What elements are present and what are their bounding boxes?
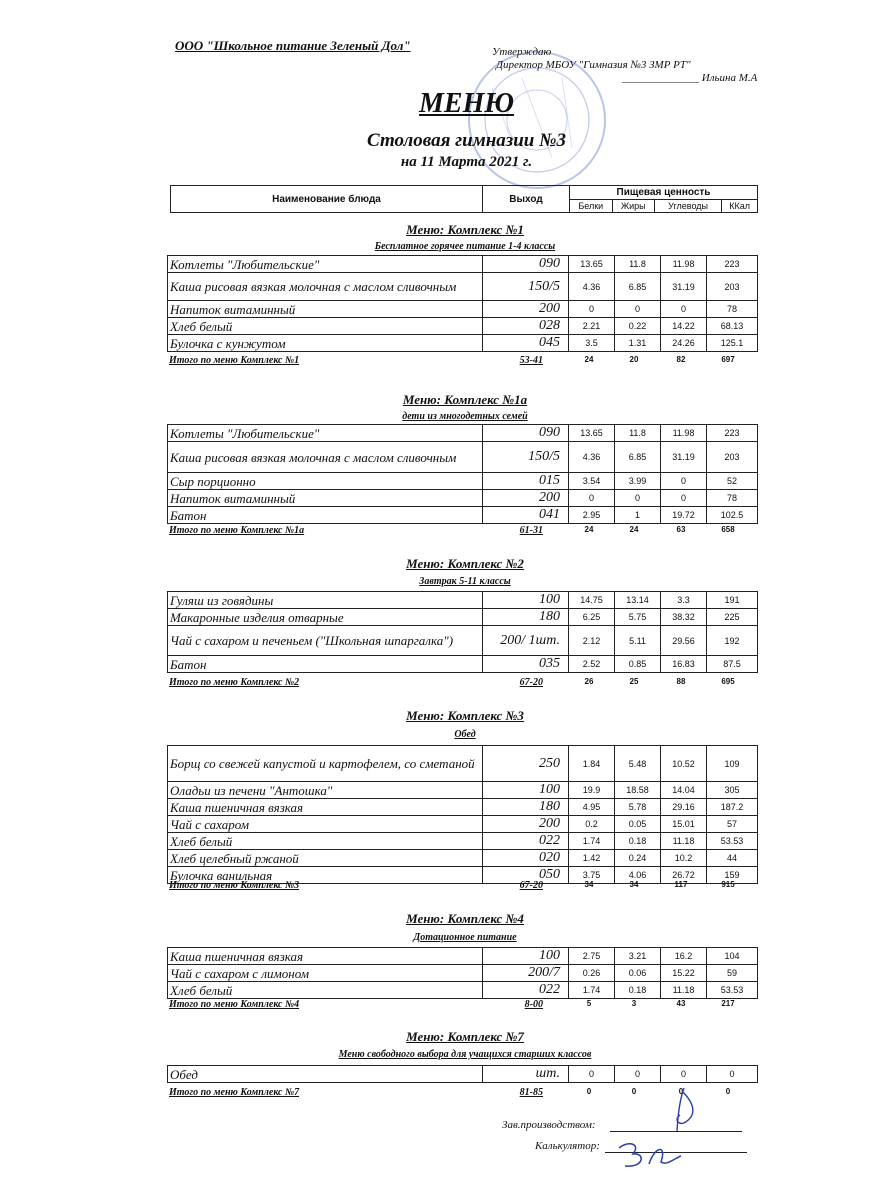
table-row (168, 473, 758, 490)
dish-output: 020 (483, 850, 569, 867)
proteins-value: 14.75 (569, 592, 615, 609)
proteins-value: 1.74 (569, 833, 615, 850)
fats-value: 5.78 (615, 799, 661, 816)
kcal-value: 191 (707, 592, 758, 609)
kcal-value: 87.5 (707, 656, 758, 673)
section-table (167, 947, 758, 999)
kcal-value: 0 (707, 1066, 758, 1083)
page-subtitle: Столовая гимназии №3 (367, 130, 566, 151)
dish-name: Булочка ванильная (168, 867, 483, 884)
dish-output: 150/5 (483, 273, 569, 301)
fats-value: 6.85 (615, 442, 661, 473)
total-kcal: 658 (721, 525, 735, 534)
carbs-value: 3.3 (661, 592, 707, 609)
dish-output: 100 (483, 782, 569, 799)
total-carbs: 0 (678, 1087, 684, 1096)
dish-name: Обед (168, 1066, 483, 1083)
fats-value: 0.06 (615, 965, 661, 982)
dish-output: 200 (483, 816, 569, 833)
carbs-value: 0 (661, 490, 707, 507)
total-proteins: 0 (586, 1087, 592, 1096)
section-subtitle: Меню свободного выбора для учащихся старших классов (338, 1049, 592, 1060)
dish-output: 100 (483, 948, 569, 965)
section-total (167, 677, 757, 690)
fats-value: 3.21 (615, 948, 661, 965)
header-output: Выход (483, 186, 570, 213)
total-carbs: 43 (676, 999, 686, 1008)
dish-output: 015 (483, 473, 569, 490)
dish-name: Напиток витаминный (168, 301, 483, 318)
proteins-value: 0 (569, 1066, 615, 1083)
carbs-value: 16.83 (661, 656, 707, 673)
section-table (167, 745, 758, 884)
fats-value: 0.18 (615, 982, 661, 999)
proteins-value: 19.9 (569, 782, 615, 799)
signature-calculator-label: Калькулятор: (535, 1140, 600, 1152)
header-carbs: Углеводы (654, 200, 721, 213)
dish-output: шт. (483, 1066, 569, 1083)
dish-name: Котлеты "Любительские" (168, 256, 483, 273)
section-subtitle: Завтрак 5-11 классы (419, 576, 511, 587)
dish-output: 035 (483, 656, 569, 673)
carbs-value: 10.52 (661, 746, 707, 782)
fats-value: 0.18 (615, 833, 661, 850)
table-row (168, 335, 758, 352)
kcal-value: 104 (707, 948, 758, 965)
carbs-value: 0 (661, 301, 707, 318)
kcal-value: 203 (707, 273, 758, 301)
kcal-value: 44 (707, 850, 758, 867)
section-total (167, 880, 757, 893)
dish-name: Гуляш из говядины (168, 592, 483, 609)
table-row (168, 609, 758, 626)
kcal-value: 78 (707, 301, 758, 318)
section-title: Меню: Комплекс №1 (406, 222, 524, 237)
kcal-value: 125.1 (707, 335, 758, 352)
dish-name: Каша рисовая вязкая молочная с маслом сливочным (168, 442, 483, 473)
carbs-value: 10.2 (661, 850, 707, 867)
carbs-value: 19.72 (661, 507, 707, 524)
total-fats: 0 (631, 1087, 637, 1096)
section-title: Меню: Комплекс №3 (406, 708, 524, 723)
total-proteins: 24 (584, 525, 594, 534)
carbs-value: 0 (661, 1066, 707, 1083)
kcal-value: 68.13 (707, 318, 758, 335)
total-carbs: 63 (676, 525, 686, 534)
table-row (168, 948, 758, 965)
dish-name: Каша рисовая вязкая молочная с маслом сливочным (168, 273, 483, 301)
kcal-value: 225 (707, 609, 758, 626)
dish-name: Макаронные изделия отварные (168, 609, 483, 626)
section-title: Меню: Комплекс №1а (402, 392, 528, 407)
dish-name: Хлеб целебный ржаной (168, 850, 483, 867)
fats-value: 0 (615, 301, 661, 318)
table-row (168, 256, 758, 273)
proteins-value: 4.36 (569, 273, 615, 301)
carbs-value: 38.32 (661, 609, 707, 626)
fats-value: 3.99 (615, 473, 661, 490)
proteins-value: 3.5 (569, 335, 615, 352)
dish-name: Каша пшеничная вязкая (168, 948, 483, 965)
dish-name: Чай с сахаром (168, 816, 483, 833)
dish-output: 200/ 1шт. (483, 626, 569, 656)
header-kcal: ККал (722, 200, 758, 213)
dish-output: 028 (483, 318, 569, 335)
table-row (168, 592, 758, 609)
dish-output: 022 (483, 982, 569, 999)
fats-value: 18.58 (615, 782, 661, 799)
carbs-value: 16.2 (661, 948, 707, 965)
section-subtitle: Обед (454, 729, 476, 740)
section-title: Меню: Комплекс №7 (406, 1029, 524, 1044)
table-row (168, 507, 758, 524)
dish-output: 150/5 (483, 442, 569, 473)
page-title: МЕНЮ (419, 88, 514, 119)
fats-value: 5.11 (615, 626, 661, 656)
carbs-value: 14.22 (661, 318, 707, 335)
dish-name: Хлеб белый (168, 318, 483, 335)
total-kcal: 915 (721, 880, 735, 889)
approval-line-3: ______________ Ильина М.А (622, 72, 758, 84)
fats-value: 11.8 (615, 425, 661, 442)
total-kcal: 0 (725, 1087, 731, 1096)
kcal-value: 52 (707, 473, 758, 490)
total-fats: 20 (629, 355, 639, 364)
dish-output: 200 (483, 490, 569, 507)
carbs-value: 11.18 (661, 982, 707, 999)
kcal-value: 192 (707, 626, 758, 656)
carbs-value: 11.98 (661, 256, 707, 273)
carbs-value: 0 (661, 473, 707, 490)
fats-value: 0.85 (615, 656, 661, 673)
total-label: Итого по меню Комплекс №4 (169, 999, 300, 1010)
dish-name: Чай с сахаром с лимоном (168, 965, 483, 982)
dish-output: 200 (483, 301, 569, 318)
total-fats: 25 (629, 677, 639, 686)
table-row (168, 799, 758, 816)
fats-value: 6.85 (615, 273, 661, 301)
dish-output: 045 (483, 335, 569, 352)
proteins-value: 1.84 (569, 746, 615, 782)
carbs-value: 11.98 (661, 425, 707, 442)
proteins-value: 3.75 (569, 867, 615, 884)
proteins-value: 2.52 (569, 656, 615, 673)
header-proteins: Белки (570, 200, 613, 213)
dish-name: Котлеты "Любительские" (168, 425, 483, 442)
dish-output: 090 (483, 425, 569, 442)
table-header (170, 185, 758, 213)
section-total (167, 525, 757, 538)
total-output: 67-20 (519, 677, 543, 688)
total-carbs: 88 (676, 677, 686, 686)
dish-output: 200/7 (483, 965, 569, 982)
organization-name: ООО "Школьное питание Зеленый Дол" (175, 38, 411, 53)
proteins-value: 4.95 (569, 799, 615, 816)
carbs-value: 26.72 (661, 867, 707, 884)
table-row (168, 816, 758, 833)
proteins-value: 6.25 (569, 609, 615, 626)
dish-name: Оладьи из печени "Антошка" (168, 782, 483, 799)
dish-output: 041 (483, 507, 569, 524)
section-title: Меню: Комплекс №2 (406, 556, 524, 571)
carbs-value: 14.04 (661, 782, 707, 799)
header-nutrition: Пищевая ценность (570, 186, 758, 200)
total-fats: 24 (629, 525, 639, 534)
dish-name: Хлеб белый (168, 833, 483, 850)
table-row (168, 1066, 758, 1083)
total-proteins: 5 (586, 999, 592, 1008)
carbs-value: 24.26 (661, 335, 707, 352)
kcal-value: 223 (707, 425, 758, 442)
section-table (167, 1065, 758, 1083)
kcal-value: 187.2 (707, 799, 758, 816)
total-label: Итого по меню Комплекс №2 (169, 677, 300, 688)
section-table (167, 424, 758, 524)
kcal-value: 59 (707, 965, 758, 982)
approval-block (492, 46, 757, 85)
handwritten-signature-2 (615, 1138, 685, 1178)
dish-output: 180 (483, 609, 569, 626)
table-row (168, 425, 758, 442)
dish-output: 050 (483, 867, 569, 884)
fats-value: 0.22 (615, 318, 661, 335)
fats-value: 5.75 (615, 609, 661, 626)
total-output: 61-31 (519, 525, 543, 536)
carbs-value: 29.16 (661, 799, 707, 816)
handwritten-signature-1 (660, 1085, 710, 1135)
fats-value: 1.31 (615, 335, 661, 352)
total-fats: 3 (631, 999, 637, 1008)
total-carbs: 117 (674, 880, 688, 889)
proteins-value: 0 (569, 490, 615, 507)
table-row (168, 490, 758, 507)
signature-production-label: Зав.производством: (502, 1119, 596, 1131)
proteins-value: 2.12 (569, 626, 615, 656)
table-row (168, 833, 758, 850)
kcal-value: 102.5 (707, 507, 758, 524)
section-subtitle: дети из многодетных семей (402, 411, 528, 422)
table-row (168, 273, 758, 301)
fats-value: 0.05 (615, 816, 661, 833)
dish-output: 100 (483, 592, 569, 609)
carbs-value: 11.18 (661, 833, 707, 850)
proteins-value: 1.42 (569, 850, 615, 867)
total-kcal: 695 (721, 677, 735, 686)
table-row (168, 965, 758, 982)
table-row (168, 301, 758, 318)
proteins-value: 13.65 (569, 425, 615, 442)
total-output: 67-20 (519, 880, 543, 891)
kcal-value: 53.53 (707, 833, 758, 850)
dish-name: Напиток витаминный (168, 490, 483, 507)
total-fats: 34 (629, 880, 639, 889)
table-row (168, 656, 758, 673)
fats-value: 0 (615, 1066, 661, 1083)
proteins-value: 2.95 (569, 507, 615, 524)
kcal-value: 223 (707, 256, 758, 273)
table-row (168, 850, 758, 867)
approval-line-2: Директор МБОУ "Гимназия №3 ЗМР РТ" (496, 59, 691, 71)
section-table (167, 591, 758, 673)
kcal-value: 109 (707, 746, 758, 782)
dish-name: Каша пшеничная вязкая (168, 799, 483, 816)
total-proteins: 24 (584, 355, 594, 364)
carbs-value: 31.19 (661, 273, 707, 301)
proteins-value: 0 (569, 301, 615, 318)
fats-value: 4.06 (615, 867, 661, 884)
section-subtitle: Дотационное питание (413, 932, 517, 943)
section-table (167, 255, 758, 352)
menu-date: на 11 Марта 2021 г. (400, 154, 533, 170)
kcal-value: 53.53 (707, 982, 758, 999)
section-total (167, 999, 757, 1012)
fats-value: 0.24 (615, 850, 661, 867)
total-kcal: 217 (721, 999, 735, 1008)
carbs-value: 29.56 (661, 626, 707, 656)
dish-name: Чай с сахаром и печеньем ("Школьная шпаргалка") (168, 626, 483, 656)
section-total (167, 355, 757, 368)
proteins-value: 0.26 (569, 965, 615, 982)
total-output: 81-85 (519, 1087, 543, 1098)
total-proteins: 34 (584, 880, 594, 889)
kcal-value: 203 (707, 442, 758, 473)
proteins-value: 2.75 (569, 948, 615, 965)
total-output: 53-41 (519, 355, 543, 366)
fats-value: 11.8 (615, 256, 661, 273)
fats-value: 0 (615, 490, 661, 507)
fats-value: 1 (615, 507, 661, 524)
carbs-value: 15.01 (661, 816, 707, 833)
total-label: Итого по меню Комплекс №1 (169, 355, 300, 366)
total-label: Итого по меню Комплекс №7 (169, 1087, 300, 1098)
section-subtitle: Бесплатное горячее питание 1-4 классы (374, 241, 556, 252)
dish-output: 022 (483, 833, 569, 850)
header-dish: Наименование блюда (171, 186, 483, 213)
dish-name: Батон (168, 656, 483, 673)
table-row (168, 318, 758, 335)
table-row (168, 782, 758, 799)
carbs-value: 15.22 (661, 965, 707, 982)
dish-output: 090 (483, 256, 569, 273)
dish-output: 250 (483, 746, 569, 782)
proteins-value: 2.21 (569, 318, 615, 335)
proteins-value: 3.54 (569, 473, 615, 490)
table-row (168, 442, 758, 473)
table-row (168, 746, 758, 782)
total-kcal: 697 (721, 355, 735, 364)
table-row (168, 626, 758, 656)
total-label: Итого по меню Комплекс №3 (169, 880, 300, 891)
header-fats: Жиры (612, 200, 654, 213)
kcal-value: 57 (707, 816, 758, 833)
proteins-value: 4.36 (569, 442, 615, 473)
dish-name: Булочка с кунжутом (168, 335, 483, 352)
kcal-value: 78 (707, 490, 758, 507)
proteins-value: 1.74 (569, 982, 615, 999)
fats-value: 13.14 (615, 592, 661, 609)
kcal-value: 305 (707, 782, 758, 799)
total-carbs: 82 (676, 355, 686, 364)
kcal-value: 159 (707, 867, 758, 884)
dish-name: Хлеб белый (168, 982, 483, 999)
carbs-value: 31.19 (661, 442, 707, 473)
approval-line-1: Утверждаю (492, 46, 552, 58)
dish-name: Сыр порционно (168, 473, 483, 490)
section-title: Меню: Комплекс №4 (406, 911, 524, 926)
dish-name: Борщ со свежей капустой и картофелем, со сметаной (168, 746, 483, 782)
proteins-value: 13.65 (569, 256, 615, 273)
table-row (168, 982, 758, 999)
proteins-value: 0.2 (569, 816, 615, 833)
total-output: 8-00 (524, 999, 543, 1010)
total-label: Итого по меню Комплекс №1а (169, 525, 305, 536)
dish-name: Батон (168, 507, 483, 524)
total-proteins: 26 (584, 677, 594, 686)
fats-value: 5.48 (615, 746, 661, 782)
dish-output: 180 (483, 799, 569, 816)
